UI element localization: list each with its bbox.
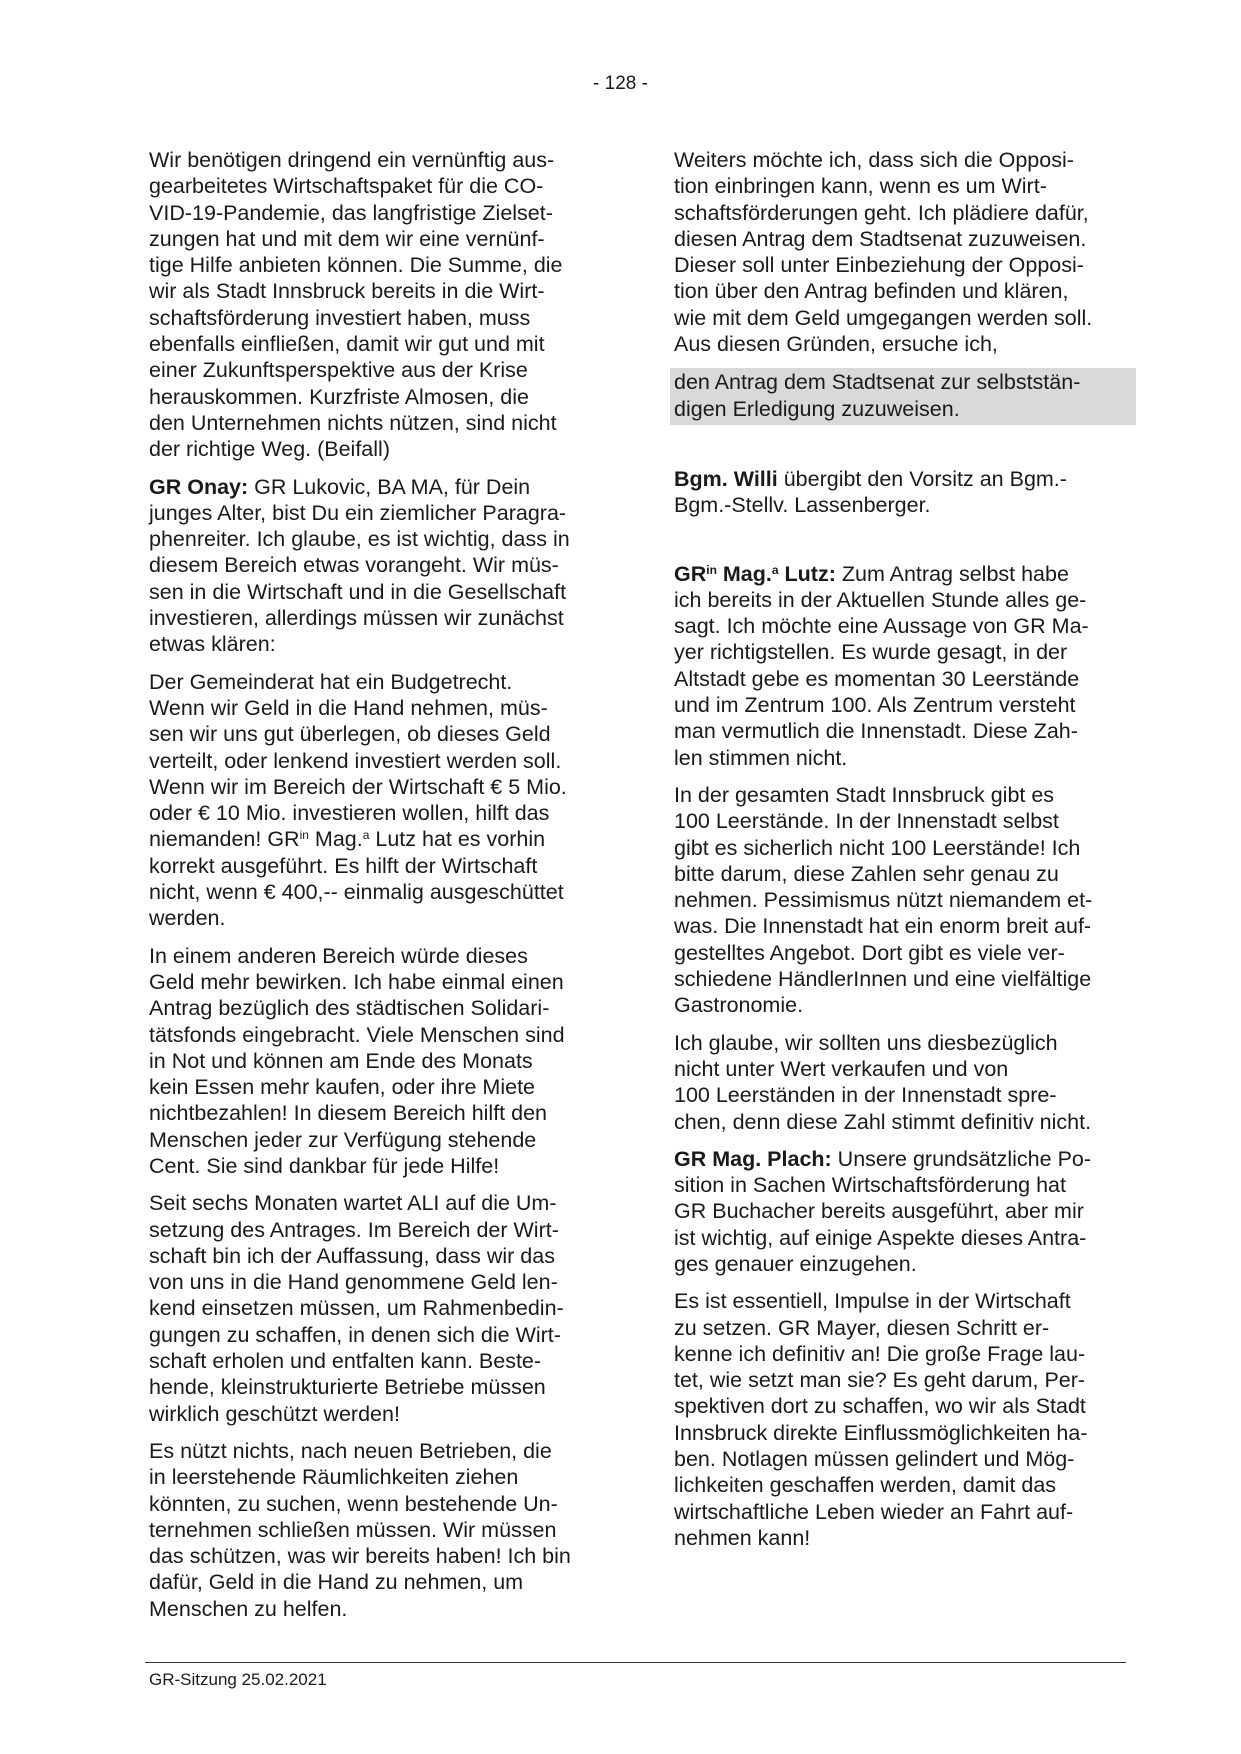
text-line: Aus diesen Gründen, ersuche ich, <box>674 332 998 357</box>
text-line: gestelltes Angebot. Dort gibt es viele ver- <box>674 940 1065 965</box>
text-line: in Not und können am Ende des Monats <box>149 1048 533 1073</box>
text-line: zu setzen. GR Mayer, diesen Schritt er- <box>674 1315 1050 1340</box>
text-line: das schützen, was wir bereits haben! Ich bin <box>149 1544 571 1569</box>
text-line: tion über den Antrag befinden und klären, <box>674 279 1069 304</box>
text-line: den Antrag dem Stadtsenat zur selbststän- <box>674 370 1081 395</box>
text-line: investieren, allerdings müssen wir zunächst <box>149 606 564 631</box>
paragraph-gr-onay <box>149 474 599 658</box>
text-line: diesen Antrag dem Stadtsenat zuzuweisen. <box>674 226 1087 251</box>
superscript: in <box>706 562 717 577</box>
text-span: Zum Antrag selbst habe <box>835 561 1069 586</box>
text-line: tion einbringen kann, wenn es um Wirt- <box>674 174 1047 199</box>
text-line: ist wichtig, auf einige Aspekte dieses Antra- <box>674 1225 1087 1250</box>
paragraph-opposition <box>674 147 1124 357</box>
motion-highlight-box <box>670 368 1136 425</box>
text-line: gearbeitetes Wirtschaftspaket für die CO- <box>149 174 544 199</box>
speaker-name: GR Mag. Plach: <box>674 1146 832 1171</box>
text-line: phenreiter. Ich glaube, es ist wichtig, dass in <box>149 527 570 552</box>
text-line: verteilt, oder lenkend investiert werden soll. <box>149 748 562 773</box>
text-line: sen in die Wirtschaft und in die Gesellschaft <box>149 579 567 604</box>
text-line: schaftsförderung investiert haben, muss <box>149 305 531 330</box>
text-line: chen, denn diese Zahl stimmt definitiv nicht. <box>674 1109 1092 1134</box>
text-line: wirklich geschützt werden! <box>149 1401 400 1426</box>
text-line: nichtbezahlen! In diesem Bereich hilft den <box>149 1101 547 1126</box>
text-line: zungen hat und mit dem wir eine vernünf- <box>149 226 545 251</box>
text-line: 100 Leerstände. In der Innenstadt selbst <box>674 809 1059 834</box>
text-line: oder € 10 Mio. investieren wollen, hilft das <box>149 801 550 826</box>
text-span: niemanden! GR <box>149 827 300 852</box>
speaker-name: Bgm. Willi <box>674 466 778 491</box>
text-line: Seit sechs Monaten wartet ALI auf die Um- <box>149 1191 557 1216</box>
text-line: sition in Sachen Wirtschaftsförderung hat <box>674 1173 1066 1198</box>
text-line: Es ist essentiell, Impulse in der Wirtschaft <box>674 1289 1071 1314</box>
text-line: In der gesamten Stadt Innsbruck gibt es <box>674 782 1055 807</box>
text-line: tet, wie setzt man sie? Es geht darum, Per- <box>674 1368 1086 1393</box>
text-line: und im Zentrum 100. Als Zentrum versteht <box>674 693 1076 718</box>
text-span: GR Lukovic, BA MA, für Dein <box>248 474 531 499</box>
footer-divider <box>145 1662 1126 1663</box>
superscript: a <box>362 828 370 843</box>
text-line: Innsbruck direkte Einflussmöglichkeiten ha- <box>674 1420 1088 1445</box>
text-line: ben. Notlagen müssen gelindert und Mög- <box>674 1447 1075 1472</box>
text-span: übergibt den Vorsitz an Bgm.- <box>777 466 1067 491</box>
text-line: herauskommen. Kurzfriste Almosen, die <box>149 384 529 409</box>
text-line: Altstadt gebe es momentan 30 Leerstände <box>674 666 1080 691</box>
text-line: yer richtigstellen. Es wurde gesagt, in der <box>674 640 1068 665</box>
left-column <box>149 147 599 1633</box>
text-line: sagt. Ich möchte eine Aussage von GR Ma- <box>674 614 1089 639</box>
text-line: Wenn wir Geld in die Hand nehmen, müs- <box>149 695 548 720</box>
text-line: nehmen kann! <box>674 1525 811 1550</box>
text-line: schaftsförderungen geht. Ich plädiere dafür, <box>674 200 1089 225</box>
text-line: Geld mehr bewirken. Ich habe einmal einen <box>149 969 564 994</box>
speaker-name <box>674 562 836 586</box>
text-line: kenne ich definitiv an! Die große Frage lau- <box>674 1341 1086 1366</box>
text-line: man vermutlich die Innenstadt. Diese Zah- <box>674 719 1078 744</box>
text-line: tige Hilfe anbieten können. Die Summe, die <box>149 253 563 278</box>
text-span: Lutz hat es vorhin <box>369 827 546 852</box>
text-line: digen Erledigung zuzuweisen. <box>674 396 960 421</box>
text-line: 100 Leerständen in der Innenstadt spre- <box>674 1083 1057 1108</box>
text-line <box>674 466 1124 492</box>
paragraph-vacancies <box>674 782 1124 1019</box>
text-line: nicht, wenn € 400,-- einmalig ausgeschüttet <box>149 880 564 905</box>
text-line: einer Zukunftsperspektive aus der Krise <box>149 358 528 383</box>
text-line: VID-19-Pandemie, das langfristige Zielset- <box>149 200 553 225</box>
text-line: gungen zu schaffen, in denen sich die Wirt- <box>149 1322 561 1347</box>
text-line: Wir benötigen dringend ein vernünftig aus- <box>149 148 555 172</box>
text-line: diesem Bereich etwas vorangeht. Wir müs- <box>149 553 559 578</box>
text-span: Mag. <box>308 827 363 852</box>
paragraph-economic-package <box>149 147 599 463</box>
superscript: in <box>299 828 309 843</box>
text-line: etwas klären: <box>149 632 276 657</box>
text-line: Menschen zu helfen. <box>149 1596 348 1621</box>
text-line <box>674 561 1124 587</box>
text-line: hende, kleinstrukturierte Betriebe müssen <box>149 1375 546 1400</box>
text-line: Gastronomie. <box>674 993 804 1018</box>
text-line: wir als Stadt Innsbruck bereits in die Wirt- <box>149 279 545 304</box>
text-line: schaft erholen und entfalten kann. Beste- <box>149 1349 542 1374</box>
text-line: Weiters möchte ich, dass sich die Opposi- <box>674 148 1074 172</box>
text-span: Mag. <box>716 561 772 586</box>
text-line: Wenn wir im Bereich der Wirtschaft € 5 Mio. <box>149 774 567 799</box>
paragraph-gr-plach <box>674 1146 1124 1277</box>
text-span: Unsere grundsätzliche Po- <box>831 1146 1092 1171</box>
text-line: Es nützt nichts, nach neuen Betrieben, die <box>149 1438 552 1463</box>
text-line: bitte darum, diese Zahlen sehr genau zu <box>674 861 1059 886</box>
text-line: len stimmen nicht. <box>674 745 848 770</box>
paragraph-value <box>674 1030 1124 1135</box>
text-line: Dieser soll unter Einbeziehung der Opposi- <box>674 253 1084 278</box>
text-line: ternehmen schließen müssen. Wir müssen <box>149 1517 557 1542</box>
text-line: gibt es sicherlich nicht 100 Leerstände! Ich <box>674 835 1081 860</box>
superscript: a <box>771 562 779 577</box>
text-line: werden. <box>149 906 226 931</box>
text-line: der richtige Weg. (Beifall) <box>149 437 390 462</box>
text-line: lichkeiten geschaffen werden, damit das <box>674 1473 1057 1498</box>
text-line: wirtschaftliche Leben wieder an Fahrt auf- <box>674 1499 1074 1524</box>
text-line: nicht unter Wert verkaufen und von <box>674 1056 1009 1081</box>
text-line <box>149 826 599 852</box>
text-line: den Unternehmen nichts nützen, sind nicht <box>149 410 557 435</box>
text-line: Ich glaube, wir sollten uns diesbezüglich <box>674 1030 1058 1055</box>
text-line: schiedene HändlerInnen und eine vielfältige <box>674 967 1092 992</box>
text-line: Bgm.-Stellv. Lassenberger. <box>674 493 931 518</box>
paragraph-ali-motion <box>149 1190 599 1427</box>
text-span: Lutz: <box>778 561 836 586</box>
text-line: kein Essen mehr kaufen, oder ihre Miete <box>149 1075 536 1100</box>
text-line: GR Buchacher bereits ausgeführt, aber mir <box>674 1199 1084 1224</box>
paragraph-gr-lutz <box>674 561 1124 771</box>
text-line: dafür, Geld in die Hand zu nehmen, um <box>149 1570 524 1595</box>
text-line: könnten, zu suchen, wenn bestehende Un- <box>149 1491 558 1516</box>
text-line: Der Gemeinderat hat ein Budgetrecht. <box>149 669 513 694</box>
text-line: ebenfalls einfließen, damit wir gut und mit <box>149 332 545 357</box>
text-line <box>674 1146 1124 1172</box>
text-line: ich bereits in der Aktuellen Stunde alles ge- <box>674 587 1087 612</box>
text-line: ges genauer einzugehen. <box>674 1251 917 1276</box>
paragraph-protect-businesses <box>149 1438 599 1622</box>
text-line: In einem anderen Bereich würde dieses <box>149 943 528 968</box>
page-number: - 128 - <box>593 73 648 94</box>
text-line: tätsfonds eingebracht. Viele Menschen sind <box>149 1022 565 1047</box>
text-line: schaft bin ich der Auffassung, dass wir das <box>149 1243 555 1268</box>
text-line: von uns in die Hand genommene Geld len- <box>149 1270 558 1295</box>
text-line: Menschen jeder zur Verfügung stehende <box>149 1127 537 1152</box>
text-line: kend einsetzen müssen, um Rahmenbedin- <box>149 1296 564 1321</box>
text-line: in leerstehende Räumlichkeiten ziehen <box>149 1465 519 1490</box>
text-line: junges Alter, bist Du ein ziemlicher Paragra- <box>149 500 567 525</box>
text-line: wie mit dem Geld umgegangen werden soll. <box>674 305 1093 330</box>
right-column <box>674 147 1124 1562</box>
text-line: sen wir uns gut überlegen, ob dieses Geld <box>149 722 551 747</box>
paragraph-impulses <box>674 1288 1124 1551</box>
text-line: nehmen. Pessimismus nützt niemandem et- <box>674 888 1093 913</box>
text-line: setzung des Antrages. Im Bereich der Wirt- <box>149 1217 559 1242</box>
text-line: korrekt ausgeführt. Es hilft der Wirtschaft <box>149 853 538 878</box>
footer-session-date: GR-Sitzung 25.02.2021 <box>149 1670 327 1689</box>
speaker-name: GR Onay: <box>149 474 249 499</box>
text-line: spektiven dort zu schaffen, wo wir als Stadt <box>674 1394 1086 1419</box>
text-line: Cent. Sie sind dankbar für jede Hilfe! <box>149 1153 500 1178</box>
paragraph-chair-handover <box>674 466 1124 519</box>
paragraph-solidarity-fund <box>149 943 599 1180</box>
text-line <box>149 474 599 500</box>
text-span: GR <box>674 561 707 586</box>
text-line: was. Die Innenstadt hat ein enorm breit auf- <box>674 914 1092 939</box>
paragraph-budget-right <box>149 669 599 932</box>
text-line: Antrag bezüglich des städtischen Solidari- <box>149 996 550 1021</box>
